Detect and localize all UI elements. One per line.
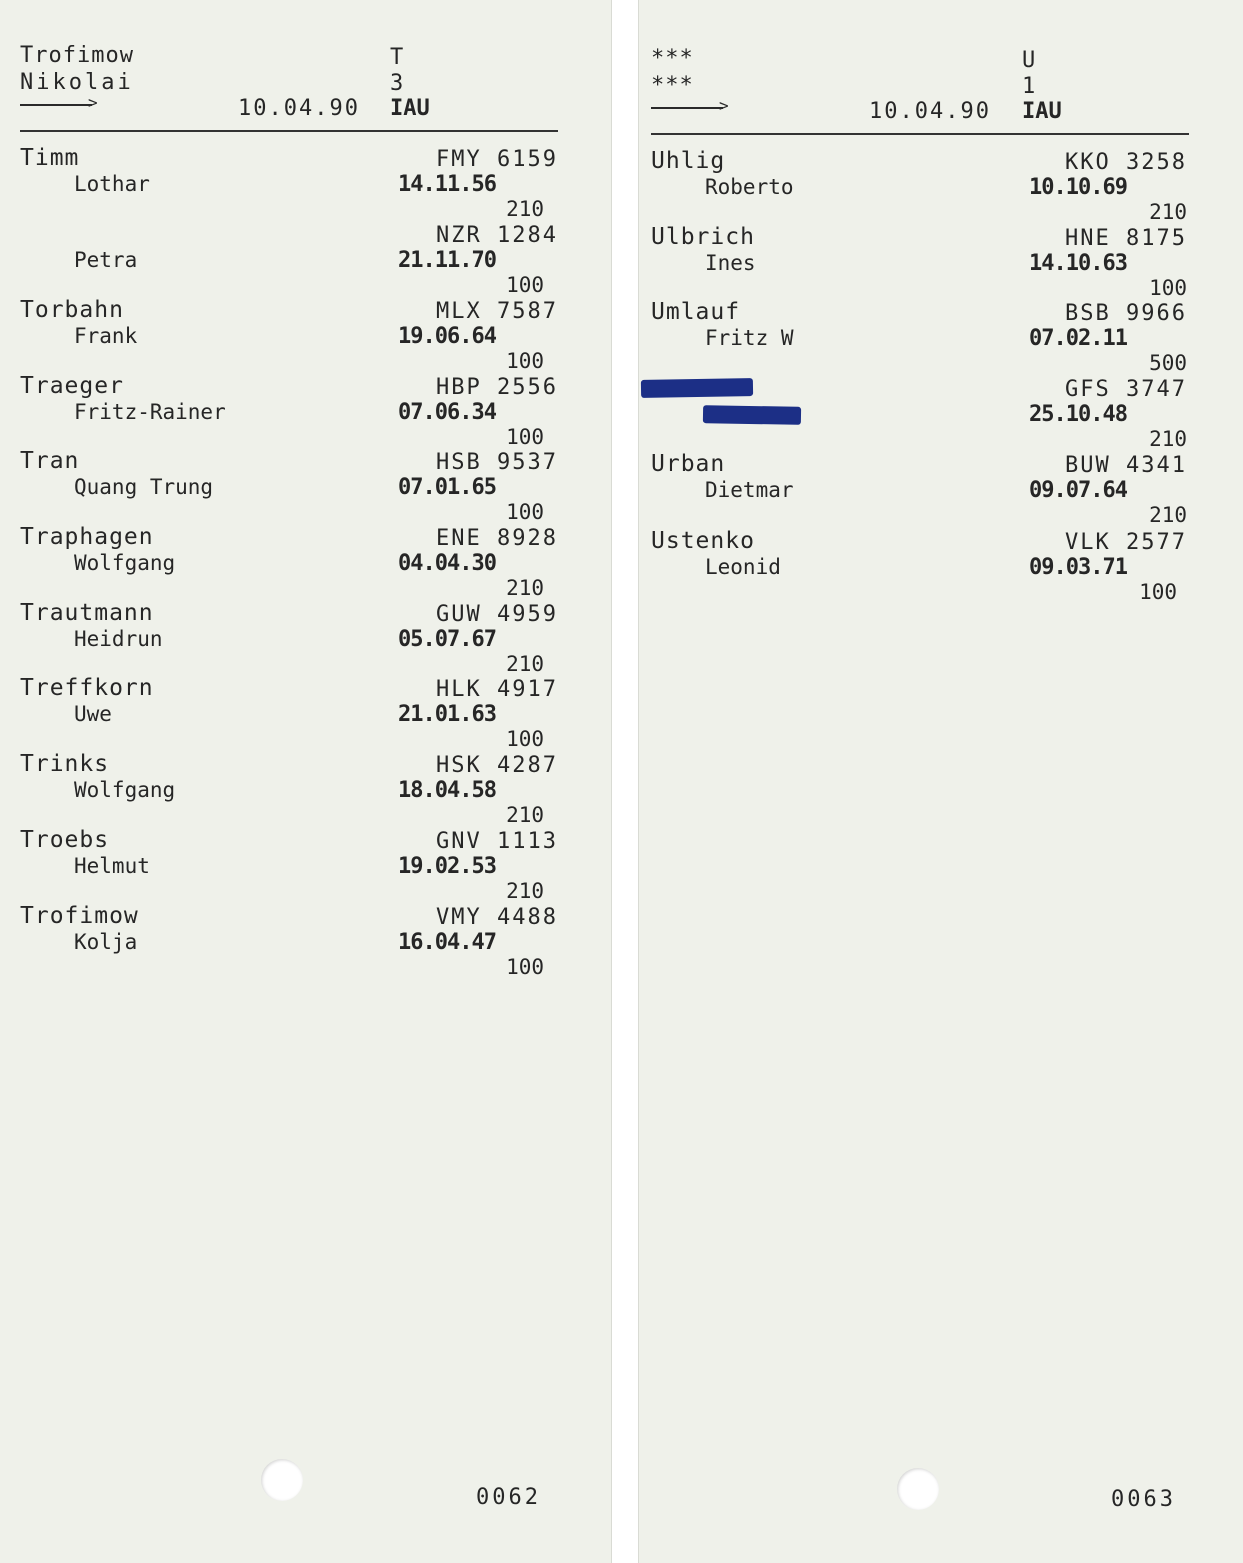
entry-birth-date: 07.01.65: [398, 475, 496, 500]
list-item: [20, 375, 558, 451]
list-item: [20, 602, 558, 678]
entry-surname: Ustenko: [651, 528, 755, 554]
list-item: [20, 450, 558, 526]
punch-hole: [897, 1468, 939, 1510]
list-item: [20, 677, 558, 753]
list-item: [651, 301, 1187, 377]
entry-birth-date: 10.10.69: [1029, 175, 1127, 200]
entry-amount: 100: [506, 727, 544, 751]
entry-code: GFS 3747: [1065, 377, 1187, 402]
list-item: [651, 530, 1187, 606]
entry-birth-date: 05.07.67: [398, 627, 496, 652]
header-date: 10.04.90: [238, 96, 360, 121]
entry-surname: Traeger: [20, 373, 124, 399]
entry-given-name: Quang Trung: [74, 475, 214, 499]
header-name-line1: ***: [651, 46, 694, 71]
entry-amount: 100: [506, 273, 544, 297]
entry-code: HSB 9537: [436, 450, 558, 475]
entry-surname: Urban: [651, 451, 726, 477]
page-number: 0063: [1111, 1487, 1176, 1512]
arrow-icon: >: [651, 101, 735, 115]
entry-surname: Torbahn: [20, 297, 124, 323]
list-item: [651, 377, 1187, 453]
list-item: [20, 147, 558, 223]
entry-code: KKO 3258: [1065, 150, 1187, 175]
header-name-line2: ***: [651, 73, 694, 98]
entry-birth-date: 21.11.70: [398, 248, 496, 273]
entry-birth-date: 16.04.47: [398, 930, 496, 955]
entry-birth-date: 09.07.64: [1029, 478, 1127, 503]
entry-given-name: Helmut: [74, 854, 150, 878]
entry-birth-date: 25.10.48: [1029, 402, 1127, 427]
header-name-line2: Nikolai: [20, 70, 134, 95]
header-rule: [651, 133, 1189, 135]
entry-code: GUW 4959: [436, 602, 558, 627]
entry-birth-date: 18.04.58: [398, 778, 496, 803]
entry-birth-date: 14.10.63: [1029, 251, 1127, 276]
entry-code: HLK 4917: [436, 677, 558, 702]
list-item: [20, 905, 558, 981]
list-item: [651, 226, 1187, 302]
entry-given-name: Heidrun: [74, 627, 163, 651]
entry-surname: Ulbrich: [651, 224, 755, 250]
header-number: 3: [390, 71, 404, 96]
entry-given-name: Roberto: [705, 175, 794, 199]
entry-surname: Trofimow: [20, 903, 139, 929]
entry-code: BSB 9966: [1065, 301, 1187, 326]
entry-code: HBP 2556: [436, 375, 558, 400]
entry-code: GNV 1113: [436, 829, 558, 854]
entry-amount: 210: [1149, 427, 1187, 451]
entry-birth-date: 07.02.11: [1029, 326, 1127, 351]
entry-given-name: Kolja: [74, 930, 138, 954]
redaction-mark: [703, 405, 801, 425]
entry-amount: 100: [506, 425, 544, 449]
entry-code: HSK 4287: [436, 753, 558, 778]
entry-given-name: Wolfgang: [74, 778, 176, 802]
entry-amount: 100: [506, 955, 544, 979]
entry-amount: 100: [506, 500, 544, 524]
entry-amount: 210: [1149, 503, 1187, 527]
header-rule: [20, 130, 558, 132]
entry-birth-date: 14.11.56: [398, 172, 496, 197]
header-number: 1: [1022, 74, 1036, 99]
entry-surname: Tran: [20, 448, 80, 474]
entry-surname: Troebs: [20, 827, 110, 853]
entry-birth-date: 19.02.53: [398, 854, 496, 879]
punch-hole: [261, 1459, 303, 1501]
entry-code: MLX 7587: [436, 299, 558, 324]
entry-birth-date: 09.03.71: [1029, 555, 1127, 580]
header-name-line1: Trofimow: [20, 43, 134, 68]
right-card: [638, 0, 1243, 1563]
entry-given-name: Lothar: [74, 172, 150, 196]
entry-amount: 500: [1149, 351, 1187, 375]
entry-amount: 210: [506, 652, 544, 676]
arrow-icon: >: [20, 98, 104, 112]
left-card: [0, 0, 612, 1563]
entry-amount: 210: [506, 576, 544, 600]
entry-amount: 210: [1149, 200, 1187, 224]
entry-code: VLK 2577: [1065, 530, 1187, 555]
entry-given-name: Ines: [705, 251, 756, 275]
entry-surname: Umlauf: [651, 299, 741, 325]
entry-amount: 100: [1149, 276, 1187, 300]
list-item: [20, 753, 558, 829]
entry-given-name: Fritz W: [705, 326, 794, 350]
entry-amount: 210: [506, 197, 544, 221]
entry-surname: Treffkorn: [20, 675, 154, 701]
redaction-mark: [641, 378, 753, 398]
entry-surname: Uhlig: [651, 148, 726, 174]
entry-code: BUW 4341: [1065, 453, 1187, 478]
header-date: 10.04.90: [869, 99, 991, 124]
entry-given-name: Petra: [74, 248, 138, 272]
entry-given-name: Dietmar: [705, 478, 794, 502]
entry-surname: Trinks: [20, 751, 110, 777]
entry-code: VMY 4488: [436, 905, 558, 930]
entry-birth-date: 19.06.64: [398, 324, 496, 349]
list-item: [20, 829, 558, 905]
entry-birth-date: 07.06.34: [398, 400, 496, 425]
entry-surname: Traphagen: [20, 524, 154, 550]
page-number: 0062: [476, 1485, 541, 1510]
entry-amount: 210: [506, 879, 544, 903]
entry-birth-date: 04.04.30: [398, 551, 496, 576]
entry-surname: Timm: [20, 145, 80, 171]
entry-code: NZR 1284: [436, 223, 558, 248]
entry-amount: 100: [506, 349, 544, 373]
entry-surname: Trautmann: [20, 600, 154, 626]
entry-given-name: Leonid: [705, 555, 781, 579]
entry-amount: 100: [1139, 580, 1177, 604]
header-letter: U: [1022, 48, 1036, 73]
entry-code: FMY 6159: [436, 147, 558, 172]
entry-code: ENE 8928: [436, 526, 558, 551]
list-item: [651, 150, 1187, 226]
list-item: [651, 453, 1187, 529]
entry-given-name: Frank: [74, 324, 138, 348]
entry-given-name: Wolfgang: [74, 551, 176, 575]
entry-code: HNE 8175: [1065, 226, 1187, 251]
entry-given-name: Fritz-Rainer: [74, 400, 226, 424]
entry-amount: 210: [506, 803, 544, 827]
list-item: [20, 526, 558, 602]
list-item: [20, 299, 558, 375]
entry-given-name: Uwe: [74, 702, 112, 726]
header-tag: IAU: [1022, 99, 1062, 124]
header-tag: IAU: [390, 96, 430, 121]
list-item: [20, 223, 558, 299]
entry-birth-date: 21.01.63: [398, 702, 496, 727]
header-letter: T: [390, 45, 404, 70]
